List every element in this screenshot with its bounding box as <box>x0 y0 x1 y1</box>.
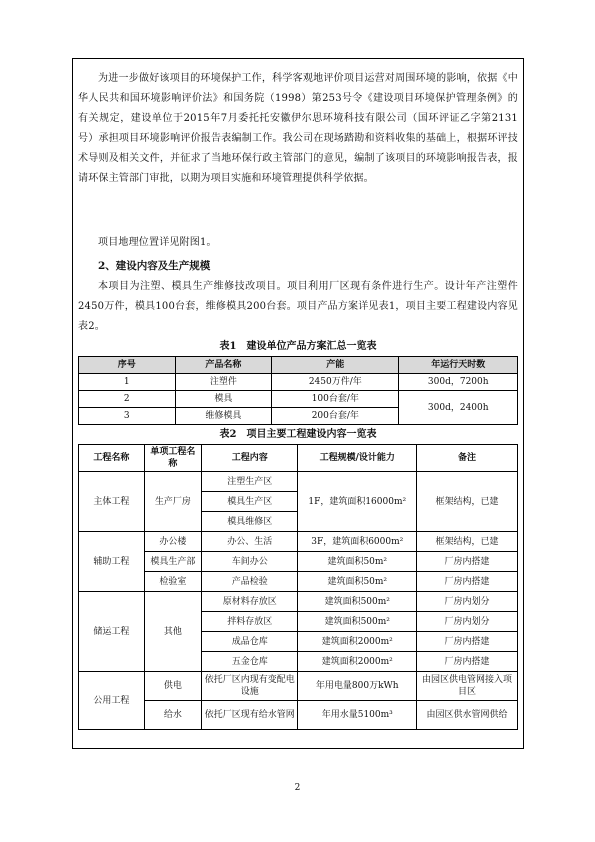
header-cell: 年运行天时数 <box>399 357 518 374</box>
table-cell: 拌料存放区 <box>201 612 298 632</box>
header-cell: 工程规模/设计能力 <box>298 445 417 472</box>
table-row <box>79 572 518 592</box>
content-frame <box>72 58 524 749</box>
header-cell: 备注 <box>417 445 518 472</box>
product-plan-table <box>78 356 518 425</box>
table-cell: 依托厂区现有给水管网 <box>201 701 298 730</box>
table-row <box>79 552 518 572</box>
table-cell: 车间办公 <box>201 552 298 572</box>
table-cell: 公用工程 <box>79 672 145 730</box>
table-cell: 2 <box>79 391 176 408</box>
table-header-row <box>79 357 518 374</box>
table-cell: 维修模具 <box>175 408 272 425</box>
table-cell: 年用电量800万kWh <box>298 672 417 701</box>
table-cell: 模具维修区 <box>201 512 298 532</box>
table-cell: 框架结构，已建 <box>417 472 518 532</box>
table1-caption: 表1 建设单位产品方案汇总一览表 <box>219 341 377 352</box>
table-cell: 五金仓库 <box>201 652 298 672</box>
table-cell: 200台套/年 <box>272 408 399 425</box>
table-cell: 依托厂区内现有变配电设施 <box>201 672 298 701</box>
table-cell: 辅助工程 <box>79 532 145 592</box>
scope-paragraph: 本项目为注塑、模具生产维修技改项目。项目利用厂区现有条件进行生产。设计年产注塑件2450万件，模具100台套，维修模具200台套。项目产品方案详见表1，项目主要工程建设内容见表2。 <box>78 281 518 332</box>
table-cell: 3F，建筑面积6000m² <box>298 532 417 552</box>
table-cell: 2450万件/年 <box>272 374 399 391</box>
header-cell: 工程内容 <box>201 445 298 472</box>
table-cell: 建筑面积50m² <box>298 572 417 592</box>
table-cell: 注塑件 <box>175 374 272 391</box>
header-cell: 工程名称 <box>79 445 145 472</box>
table-cell: 建筑面积500m² <box>298 592 417 612</box>
table-cell: 原材料存放区 <box>201 592 298 612</box>
table-cell: 模具 <box>175 391 272 408</box>
section-heading: 2、建设内容及生产规模 <box>98 260 211 272</box>
table-cell: 由园区供电管网接入项目区 <box>417 672 518 701</box>
table-cell: 建筑面积50m² <box>298 552 417 572</box>
table-cell: 厂房内搭建 <box>417 572 518 592</box>
header-cell: 产品名称 <box>175 357 272 374</box>
page-number: 2 <box>294 783 301 793</box>
table-row <box>79 472 518 492</box>
table-cell: 建筑面积2000m² <box>298 652 417 672</box>
table-cell: 3 <box>79 408 176 425</box>
table-row <box>79 532 518 552</box>
construction-content-table <box>78 444 518 730</box>
table-cell: 办公楼 <box>144 532 201 552</box>
table-cell: 储运工程 <box>79 592 145 672</box>
header-cell: 产能 <box>272 357 399 374</box>
table-cell: 其他 <box>144 592 201 672</box>
table-row <box>79 391 518 408</box>
table-cell: 厂房内划分 <box>417 592 518 612</box>
table-cell: 建筑面积2000m² <box>298 632 417 652</box>
header-cell: 单项工程名称 <box>144 445 201 472</box>
table-cell: 1F，建筑面积16000m² <box>298 472 417 532</box>
table-cell: 检验室 <box>144 572 201 592</box>
table-cell: 模具生产部 <box>144 552 201 572</box>
header-cell: 序号 <box>79 357 176 374</box>
table-row <box>79 701 518 730</box>
location-paragraph: 项目地理位置详见附图1。 <box>98 237 217 248</box>
table-cell: 1 <box>79 374 176 391</box>
table-cell: 给水 <box>144 701 201 730</box>
table-cell: 厂房内搭建 <box>417 552 518 572</box>
table-cell: 厂房内搭建 <box>417 632 518 652</box>
table-cell: 生产厂房 <box>144 472 201 532</box>
table-header-row <box>79 445 518 472</box>
table-row <box>79 672 518 701</box>
table-cell: 模具生产区 <box>201 492 298 512</box>
table-cell: 办公、生活 <box>201 532 298 552</box>
table-cell: 注塑生产区 <box>201 472 298 492</box>
table-cell: 产品检验 <box>201 572 298 592</box>
table-cell: 建筑面积500m² <box>298 612 417 632</box>
intro-paragraph: 为进一步做好该项目的环境保护工作，科学客观地评价项目运营对周围环境的影响，依据《中华人民共和国环境影响评价法》和国务院（1998）第253号令《建设项目环境保护管理条例》的有关规定，建设单位于2015年7月委托托安徽伊尔思环境科技有限公司（国环评证乙字第2131号）承担项目环境影响评价报告表编制工作。我公司在现场踏勘和资料收集的基础上，根据环评技术导则及相关文件，并征求了当地环保行政主管部门的意见，编制了该项目的环境影响报告表，报请环保主管部门审批，以期为项目实施和环境管理提供科学依据。 <box>78 73 518 184</box>
table-cell: 框架结构，已建 <box>417 532 518 552</box>
table-cell: 厂房内划分 <box>417 612 518 632</box>
table-cell: 300d，7200h <box>399 374 518 391</box>
table-cell: 供电 <box>144 672 201 701</box>
table-row <box>79 592 518 612</box>
table-cell: 由园区供水管网供给 <box>417 701 518 730</box>
table-cell: 成品仓库 <box>201 632 298 652</box>
table-cell: 300d，2400h <box>399 391 518 425</box>
table-cell: 100台套/年 <box>272 391 399 408</box>
table2-caption: 表2 项目主要工程建设内容一览表 <box>219 429 377 440</box>
table-cell: 年用水量5100m³ <box>298 701 417 730</box>
table-cell: 主体工程 <box>79 472 145 532</box>
table-row <box>79 374 518 391</box>
table-cell: 厂房内搭建 <box>417 652 518 672</box>
